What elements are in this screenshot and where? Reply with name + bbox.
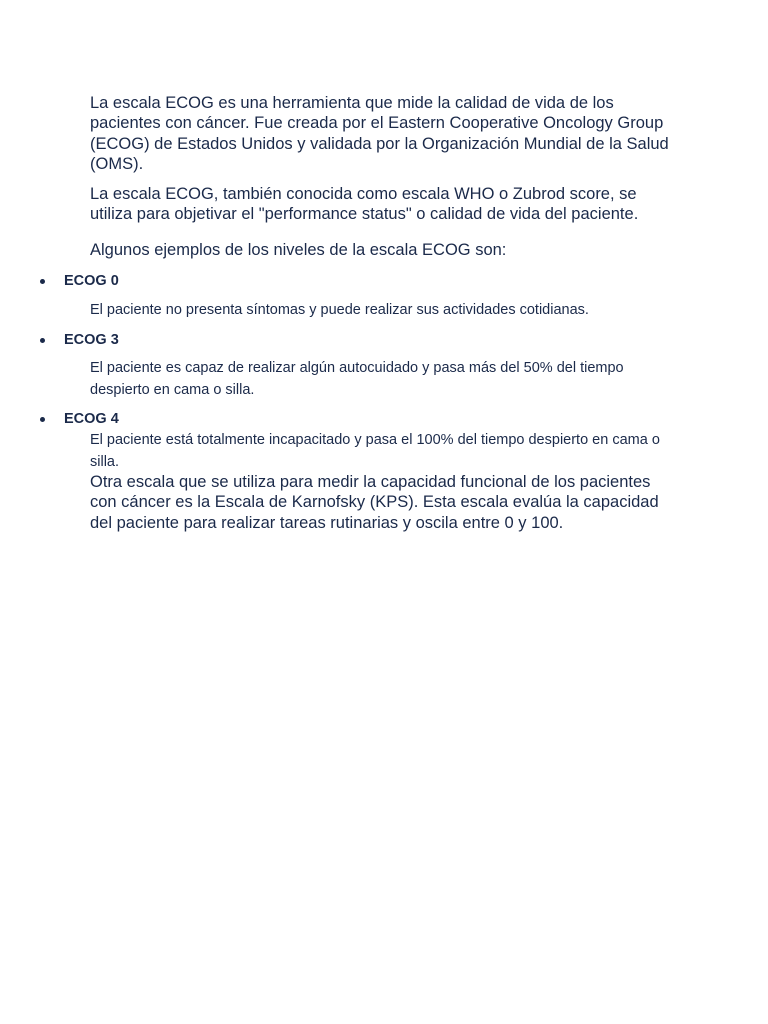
bullet-icon: [40, 279, 45, 284]
list-item-title: ECOG 0: [64, 273, 119, 289]
list-item-title: ECOG 4: [64, 411, 119, 427]
list-item-ecog-3: [0, 330, 700, 350]
list-item-description: El paciente no presenta síntomas y puede realizar sus actividades cotidianas.: [90, 302, 589, 318]
intro-paragraph-examples-lead: Algunos ejemplos de los niveles de la escala ECOG son:: [90, 241, 507, 259]
list-item-description: El paciente es capaz de realizar algún autocuidado y pasa más del 50% del tiempo despierto en cama o silla.: [90, 360, 624, 398]
closing-paragraph-karnofsky: Otra escala que se utiliza para medir la capacidad funcional de los pacientes con cáncer es la Escala de Karnofsky (KPS). Esta escala evalúa la capacidad del paciente para realizar tareas rutinarias y oscila entre 0 y 100.: [90, 473, 659, 532]
bullet-icon: [40, 338, 45, 343]
list-item-ecog-4: [0, 409, 700, 429]
intro-paragraph-ecog-definition: La escala ECOG es una herramienta que mide la calidad de vida de los pacientes con cáncer. Fue creada por el Eastern Cooperative Oncology Group (ECOG) de Estados Unidos y validada por la Organización Mundial de la Salud (OMS).: [90, 94, 669, 174]
list-item-ecog-0: [0, 271, 700, 291]
list-item-title: ECOG 3: [64, 332, 119, 348]
list-item-description: El paciente está totalmente incapacitado y pasa el 100% del tiempo despierto en cama o silla.: [90, 432, 660, 470]
intro-paragraph-ecog-aliases: La escala ECOG, también conocida como escala WHO o Zubrod score, se utiliza para objetivar el "performance status" o calidad de vida del paciente.: [90, 185, 639, 224]
bullet-icon: [40, 417, 45, 422]
